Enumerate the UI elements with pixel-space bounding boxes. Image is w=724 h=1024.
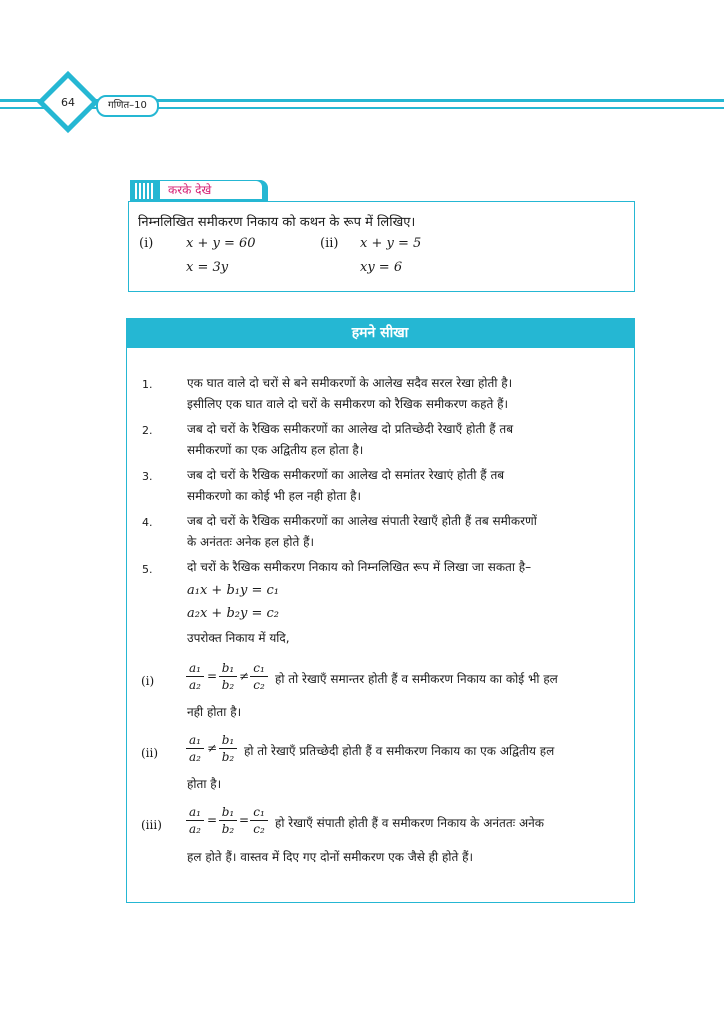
case-text: हो तो रेखाएँ प्रतिच्छेदी होती हैं व समीकरण निकाय का एक अद्वितीय हल xyxy=(244,744,555,758)
case-text: हो रेखाएँ संपाती होती हैं व समीकरण निकाय के अनंततः अनेक xyxy=(275,816,544,830)
running-title: गणित–10 xyxy=(96,95,159,117)
fraction-b: $\frac{\text{b₁}}{\text{b₂}}$ xyxy=(219,660,237,693)
fraction-a: $\frac{\text{a₁}}{\text{a₂}}$ xyxy=(186,732,204,765)
point-number: 4. xyxy=(142,516,153,529)
relation-operator: = xyxy=(207,813,218,827)
point-text: समीकरणों का एक अद्वितीय हल होता है। xyxy=(187,443,364,457)
page-number: 64 xyxy=(61,96,75,109)
try-it-label: करके देखे xyxy=(160,181,262,199)
try-it-equation: x = 3y xyxy=(186,260,229,275)
try-it-stripes xyxy=(135,183,155,199)
try-it-instruction: निम्नलिखित समीकरण निकाय को कथन के रूप में लिखिए। xyxy=(138,215,416,230)
case-text: नही होता है। xyxy=(187,705,242,719)
case-text: हो तो रेखाएँ समान्तर होती हैं व समीकरण निकाय का कोई भी हल xyxy=(275,672,558,686)
try-it-equation: x + y = 60 xyxy=(186,236,256,251)
try-it-item-number: (i) xyxy=(139,236,154,251)
try-it-equation: xy = 6 xyxy=(360,260,403,275)
point-number: 2. xyxy=(142,424,153,437)
relation-operator: = xyxy=(207,669,218,683)
point-text: जब दो चरों के रैखिक समीकरणों का आलेख दो समांतर रेखाएं होती हैं तब xyxy=(187,468,505,482)
fraction-b: $\frac{\text{b₁}}{\text{b₂}}$ xyxy=(219,804,237,837)
point-text: समीकरणो का कोई भी हल नही होता है। xyxy=(187,489,362,503)
case-text: होता है। xyxy=(187,777,222,791)
point-text: दो चरों के रैखिक समीकरण निकाय को निम्नलिखित रूप में लिखा जा सकता है– xyxy=(187,560,532,574)
fraction-a: $\frac{\text{a₁}}{\text{a₂}}$ xyxy=(186,804,204,837)
point-text: इसीलिए एक घात वाले दो चरों के समीकरण को रैखिक समीकरण कहते हैं। xyxy=(187,397,509,411)
point-text: जब दो चरों के रैखिक समीकरणों का आलेख दो प्रतिच्छेदी रेखाएँ होती हैं तब xyxy=(187,422,514,436)
fraction-c: $\frac{\text{c₁}}{\text{c₂}}$ xyxy=(250,660,268,693)
relation-operator: ≠ xyxy=(207,741,218,755)
relation-operator: = xyxy=(239,813,250,827)
case-number: (ii) xyxy=(141,746,159,760)
relation-operator: ≠ xyxy=(239,669,250,683)
general-equation: a₁x + b₁y = c₁ xyxy=(187,583,279,598)
case-number: (i) xyxy=(141,674,155,688)
point-text: एक घात वाले दो चरों से बने समीकरणों के आलेख सदैव सरल रेखा होती है। xyxy=(187,376,513,390)
point-number: 3. xyxy=(142,470,153,483)
point-text: उपरोक्त निकाय में यदि, xyxy=(187,631,290,645)
point-text: के अनंततः अनेक हल होते हैं। xyxy=(187,535,315,549)
point-number: 1. xyxy=(142,378,153,391)
fraction-c: $\frac{\text{c₁}}{\text{c₂}}$ xyxy=(250,804,268,837)
fraction-a: $\frac{\text{a₁}}{\text{a₂}}$ xyxy=(186,660,204,693)
general-equation: a₂x + b₂y = c₂ xyxy=(187,606,279,621)
summary-title: हमने सीखा xyxy=(126,318,634,348)
try-it-item-number: (ii) xyxy=(320,236,339,251)
fraction-b: $\frac{\text{b₁}}{\text{b₂}}$ xyxy=(219,732,237,765)
case-number: (iii) xyxy=(141,818,162,832)
point-number: 5. xyxy=(142,563,153,576)
point-text: जब दो चरों के रैखिक समीकरणों का आलेख संपाती रेखाएँ होती हैं तब समीकरणों xyxy=(187,514,537,528)
try-it-equation: x + y = 5 xyxy=(360,236,422,251)
case-text: हल होते हैं। वास्तव में दिए गए दोनों समीकरण एक जैसे ही होते हैं। xyxy=(187,850,474,864)
